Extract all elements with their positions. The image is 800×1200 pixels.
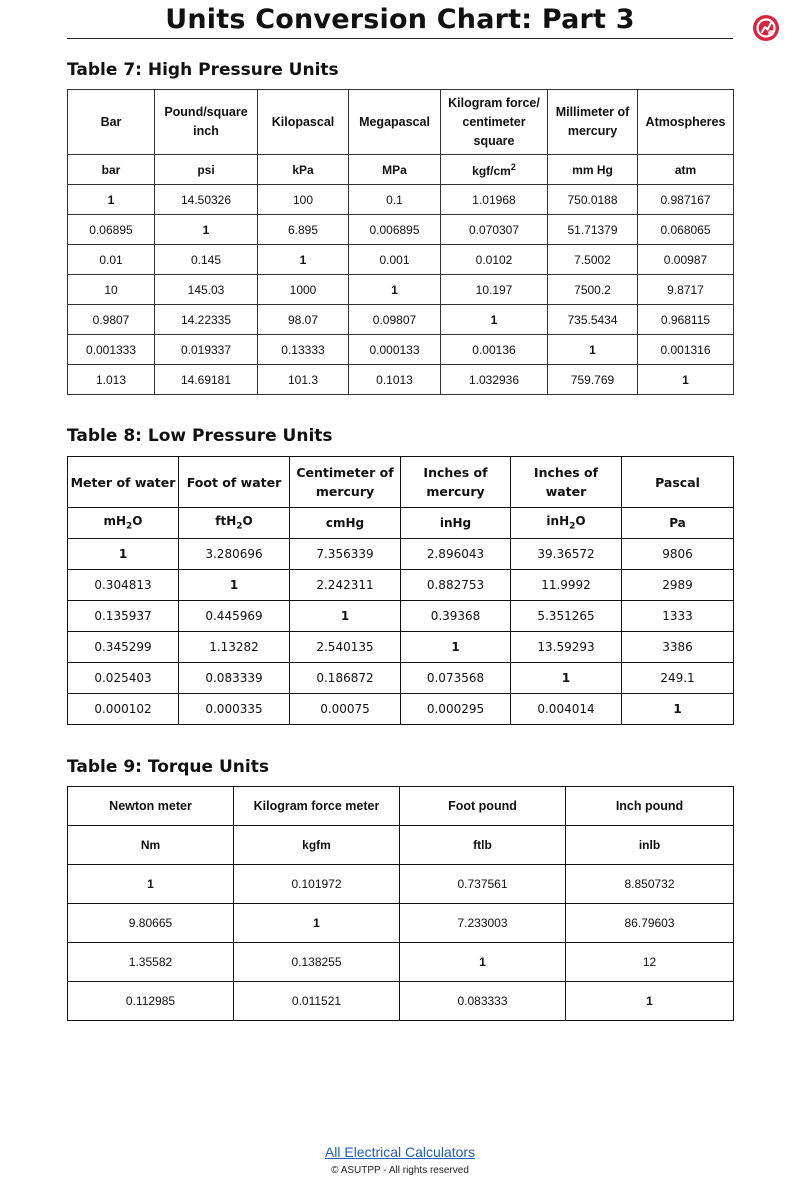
- header-row: [68, 457, 734, 508]
- table-cell: 6.895: [258, 215, 349, 245]
- table7-heading: Table 7: High Pressure Units: [67, 60, 339, 80]
- unit-subscript: 2: [569, 521, 576, 532]
- table-cell: 1333: [622, 601, 734, 632]
- footer-link-container: [0, 1144, 800, 1160]
- table-cell: 14.69181: [155, 365, 258, 395]
- table-cell: 0.882753: [401, 570, 511, 601]
- table-cell: 12: [566, 943, 734, 982]
- table-cell: 7.233003: [400, 904, 566, 943]
- unit-text: ftH: [215, 514, 237, 529]
- column-header: Inches of water: [511, 457, 622, 508]
- column-header: Atmospheres: [638, 90, 734, 155]
- unit-cell: ftlb: [400, 826, 566, 865]
- table-cell: 1.01968: [441, 185, 548, 215]
- column-header: Centimeter of mercury: [290, 457, 401, 508]
- unit-text: kgf/cm: [472, 163, 511, 178]
- table8-heading: Table 8: Low Pressure Units: [67, 426, 333, 446]
- column-header: Kilogram force/ centimeter square: [441, 90, 548, 155]
- unit-text: O: [242, 514, 253, 529]
- table-cell: 1: [548, 335, 638, 365]
- table-cell: 145.03: [155, 275, 258, 305]
- title-divider: [67, 38, 733, 39]
- table-cell: 0.06895: [68, 215, 155, 245]
- table-cell: 3.280696: [179, 539, 290, 570]
- table-row: [68, 305, 734, 335]
- table-cell: 0.070307: [441, 215, 548, 245]
- low-pressure-table: [67, 456, 734, 725]
- table-cell: 0.968115: [638, 305, 734, 335]
- column-header: Millimeter of mercury: [548, 90, 638, 155]
- unit-cell: psi: [155, 155, 258, 185]
- table-cell: 1: [566, 982, 734, 1021]
- unit-text: mH: [103, 514, 127, 529]
- table9-heading: Table 9: Torque Units: [67, 757, 269, 777]
- table-cell: 0.019337: [155, 335, 258, 365]
- unit-row: [68, 508, 734, 539]
- table-row: [68, 865, 734, 904]
- column-header: Foot of water: [179, 457, 290, 508]
- table-cell: 0.025403: [68, 663, 179, 694]
- table-cell: 1: [68, 185, 155, 215]
- torque-table: [67, 786, 734, 1021]
- table-row: [68, 943, 734, 982]
- table-cell: 0.00075: [290, 694, 401, 725]
- asutpp-logo-icon[interactable]: [752, 14, 780, 42]
- column-header: Pound/square inch: [155, 90, 258, 155]
- table-cell: 735.5434: [548, 305, 638, 335]
- column-header: Kilogram force meter: [234, 787, 400, 826]
- table-cell: 9.80665: [68, 904, 234, 943]
- table-cell: 0.101972: [234, 865, 400, 904]
- column-header: Pascal: [622, 457, 734, 508]
- column-header: Foot pound: [400, 787, 566, 826]
- table-cell: 5.351265: [511, 601, 622, 632]
- table-cell: 0.000133: [349, 335, 441, 365]
- table-cell: 0.004014: [511, 694, 622, 725]
- table-cell: 759.769: [548, 365, 638, 395]
- table-cell: 14.50326: [155, 185, 258, 215]
- table-cell: 10: [68, 275, 155, 305]
- table-cell: 0.001: [349, 245, 441, 275]
- table-cell: 2.896043: [401, 539, 511, 570]
- table-cell: 0.138255: [234, 943, 400, 982]
- table-cell: 1: [622, 694, 734, 725]
- table-cell: 0.304813: [68, 570, 179, 601]
- table-cell: 51.71379: [548, 215, 638, 245]
- table-cell: 0.083339: [179, 663, 290, 694]
- unit-cell: kgfm: [234, 826, 400, 865]
- unit-cell: [511, 508, 622, 539]
- unit-cell: Nm: [68, 826, 234, 865]
- table-cell: 1: [349, 275, 441, 305]
- table-cell: 0.006895: [349, 215, 441, 245]
- table-cell: 100: [258, 185, 349, 215]
- unit-row: [68, 155, 734, 185]
- table-cell: 750.0188: [548, 185, 638, 215]
- table-cell: 0.345299: [68, 632, 179, 663]
- table-cell: 39.36572: [511, 539, 622, 570]
- table-cell: 1: [290, 601, 401, 632]
- table-cell: 1: [400, 943, 566, 982]
- unit-cell: mm Hg: [548, 155, 638, 185]
- table-cell: 0.0102: [441, 245, 548, 275]
- table-cell: 0.068065: [638, 215, 734, 245]
- unit-text: O: [575, 514, 586, 529]
- column-header: Meter of water: [68, 457, 179, 508]
- table-cell: 0.987167: [638, 185, 734, 215]
- table-cell: 1.013: [68, 365, 155, 395]
- column-header: Kilopascal: [258, 90, 349, 155]
- table-cell: 2989: [622, 570, 734, 601]
- table-cell: 0.01: [68, 245, 155, 275]
- column-header: Bar: [68, 90, 155, 155]
- table-row: [68, 570, 734, 601]
- unit-cell: Pa: [622, 508, 734, 539]
- table-row: [68, 185, 734, 215]
- table-cell: 0.001333: [68, 335, 155, 365]
- table-cell: 1: [68, 539, 179, 570]
- table-cell: 8.850732: [566, 865, 734, 904]
- unit-text: inH: [546, 514, 570, 529]
- table-cell: 11.9992: [511, 570, 622, 601]
- table-cell: 0.737561: [400, 865, 566, 904]
- table-cell: 2.540135: [290, 632, 401, 663]
- table-row: [68, 275, 734, 305]
- unit-superscript: 2: [510, 161, 516, 172]
- table-cell: 0.112985: [68, 982, 234, 1021]
- table-cell: 0.1013: [349, 365, 441, 395]
- table-cell: 0.1: [349, 185, 441, 215]
- table-row: [68, 904, 734, 943]
- table-cell: 1: [155, 215, 258, 245]
- copyright-text: © ASUTPP - All rights reserved: [331, 1165, 469, 1176]
- table-row: [68, 982, 734, 1021]
- unit-text: O: [132, 514, 143, 529]
- table-cell: 98.07: [258, 305, 349, 335]
- table-cell: 1: [179, 570, 290, 601]
- table-cell: 0.39368: [401, 601, 511, 632]
- table-cell: 7.5002: [548, 245, 638, 275]
- all-electrical-calculators-link[interactable]: All Electrical Calculators: [324, 1144, 476, 1160]
- column-header: Inch pound: [566, 787, 734, 826]
- table-cell: 7.356339: [290, 539, 401, 570]
- table-cell: 0.001316: [638, 335, 734, 365]
- table-cell: 0.445969: [179, 601, 290, 632]
- header-row: [68, 90, 734, 155]
- table-cell: 2.242311: [290, 570, 401, 601]
- table-cell: 1: [638, 365, 734, 395]
- table-cell: 13.59293: [511, 632, 622, 663]
- table-cell: 0.9807: [68, 305, 155, 335]
- column-header: Newton meter: [68, 787, 234, 826]
- table-cell: 3386: [622, 632, 734, 663]
- table-cell: 0.00987: [638, 245, 734, 275]
- table-cell: 1: [234, 904, 400, 943]
- table-row: [68, 539, 734, 570]
- table-cell: 0.00136: [441, 335, 548, 365]
- unit-subscript: 2: [126, 521, 133, 532]
- table-cell: 1: [401, 632, 511, 663]
- table-cell: 10.197: [441, 275, 548, 305]
- table-row: [68, 245, 734, 275]
- table-row: [68, 694, 734, 725]
- table-cell: 14.22335: [155, 305, 258, 335]
- table-row: [68, 215, 734, 245]
- table-cell: 0.135937: [68, 601, 179, 632]
- table-cell: 9.8717: [638, 275, 734, 305]
- unit-cell: [441, 155, 548, 185]
- table-cell: 1: [441, 305, 548, 335]
- table-cell: 0.13333: [258, 335, 349, 365]
- table-cell: 7500.2: [548, 275, 638, 305]
- table-cell: 101.3: [258, 365, 349, 395]
- table-cell: 86.79603: [566, 904, 734, 943]
- unit-cell: atm: [638, 155, 734, 185]
- unit-cell: [68, 508, 179, 539]
- table-cell: 0.09807: [349, 305, 441, 335]
- table-row: [68, 601, 734, 632]
- unit-cell: inlb: [566, 826, 734, 865]
- unit-cell: MPa: [349, 155, 441, 185]
- table-cell: 1: [258, 245, 349, 275]
- table-row: [68, 335, 734, 365]
- header-row: [68, 787, 734, 826]
- unit-cell: bar: [68, 155, 155, 185]
- unit-subscript: 2: [236, 521, 243, 532]
- unit-cell: [179, 508, 290, 539]
- table-cell: 1: [511, 663, 622, 694]
- column-header: Megapascal: [349, 90, 441, 155]
- column-header: Inches of mercury: [401, 457, 511, 508]
- unit-cell: cmHg: [290, 508, 401, 539]
- unit-cell: inHg: [401, 508, 511, 539]
- table-cell: 0.145: [155, 245, 258, 275]
- table-cell: 1: [68, 865, 234, 904]
- table-cell: 1.35582: [68, 943, 234, 982]
- table-cell: 249.1: [622, 663, 734, 694]
- table-cell: 1.13282: [179, 632, 290, 663]
- table-cell: 0.000295: [401, 694, 511, 725]
- table-row: [68, 663, 734, 694]
- table-cell: 0.011521: [234, 982, 400, 1021]
- table-cell: 0.186872: [290, 663, 401, 694]
- high-pressure-table: [67, 89, 734, 395]
- table-row: [68, 632, 734, 663]
- table-cell: 0.000102: [68, 694, 179, 725]
- unit-cell: kPa: [258, 155, 349, 185]
- table-cell: 1000: [258, 275, 349, 305]
- table-cell: 9806: [622, 539, 734, 570]
- table-cell: 0.000335: [179, 694, 290, 725]
- table-cell: 0.073568: [401, 663, 511, 694]
- unit-row: [68, 826, 734, 865]
- page-title: Units Conversion Chart: Part 3: [165, 4, 635, 35]
- table-row: [68, 365, 734, 395]
- table-cell: 1.032936: [441, 365, 548, 395]
- table-cell: 0.083333: [400, 982, 566, 1021]
